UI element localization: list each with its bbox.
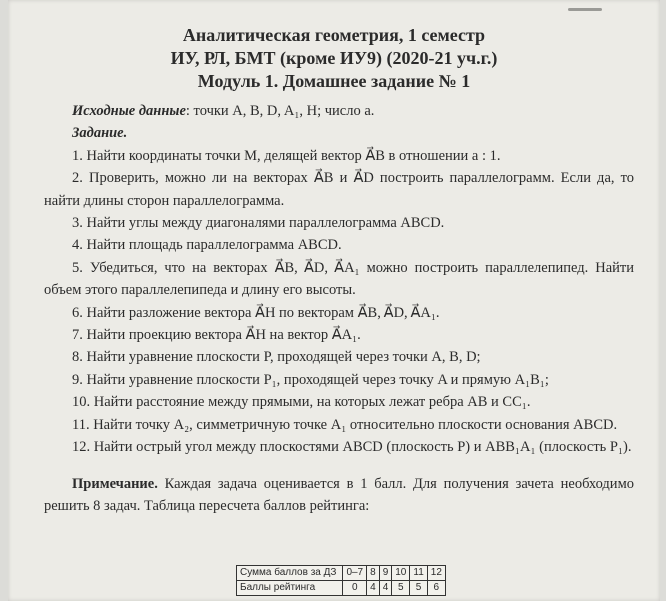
score-table-cell: 12 [427, 566, 445, 581]
task-item-1: 1. Найти координаты точки M, делящей вектор A⃗B в отношении a : 1. [72, 147, 501, 164]
module-title: Модуль 1. Домашнее задание № 1 [197, 71, 471, 91]
task-item-2: 2. Проверить, можно ли на векторах A⃗B и A⃗D построить параллелограмм. Если да, то найти длины сторон параллелограмма. [44, 170, 634, 209]
course-title: Аналитическая геометрия, 1 семестр [182, 25, 486, 45]
task-item-6: 6. Найти разложение вектора A⃗H по векторам A⃗B, A⃗D, A⃗A₁. [72, 304, 440, 321]
task-item-10: 10. Найти расстояние между прямыми, на которых лежат ребра AB и CC₁. [72, 394, 531, 411]
score-table-cell: 0 [343, 581, 367, 596]
task-item-8: 8. Найти уравнение плоскости P, проходящей через точки A, B, D; [72, 349, 481, 366]
score-table-cell: 8 [367, 566, 380, 581]
score-table-cell: 5 [410, 581, 427, 596]
document-body [44, 100, 634, 517]
task-item-11: 11. Найти точку A₂, симметричную точке A₁ относительно плоскости основания ABCD. [72, 416, 618, 433]
score-table-header-cell: Баллы рейтинга [237, 581, 343, 596]
note-paragraph [44, 473, 634, 518]
document-header [8, 24, 660, 93]
task-item-5: 5. Убедиться, что на векторах A⃗B, A⃗D, A⃗A₁ можно построить параллелепипед. Найти объем этого параллелепипеда и длину его высоты. [44, 259, 634, 299]
task-label: Задание. [72, 125, 128, 142]
note-label: Примечание. [72, 475, 158, 492]
score-table-cell: 6 [427, 581, 445, 596]
score-table-cell: 9 [379, 566, 392, 581]
task-item-4: 4. Найти площадь параллелограмма ABCD. [72, 237, 342, 254]
score-table-row [237, 566, 446, 581]
score-table [236, 565, 446, 596]
note-text: Каждая задача оценивается в 1 балл. Для получения зачета необходимо решить 8 задач. Таблица пересчета баллов рейтинга: [44, 475, 634, 514]
score-table-cell: 11 [410, 566, 427, 581]
initial-data-text: : точки A, B, D, A₁, H; число a. [185, 103, 375, 119]
task-item-3: 3. Найти углы между диагоналями параллелограмма ABCD. [72, 215, 445, 232]
task-item-7: 7. Найти проекцию вектора A⃗H на вектор A⃗A₁. [72, 327, 361, 344]
score-table-cell: 4 [379, 581, 392, 596]
initial-data [44, 100, 634, 122]
spacer [44, 459, 634, 473]
course-groups: ИУ, РЛ, БМТ (кроме ИУ9) (2020-21 уч.г.) [170, 48, 498, 68]
score-table-cell: 4 [367, 581, 380, 596]
task-item-12: 12. Найти острый угол между плоскостями ABCD (плоскость P) и ABB₁A₁ (плоскость P₁). [72, 439, 632, 456]
score-table-cell: 5 [392, 581, 410, 596]
score-table-row [237, 581, 446, 596]
score-table-header-cell: Сумма баллов за ДЗ [237, 566, 343, 581]
score-table-cell: 0–7 [343, 566, 367, 581]
initial-data-label: Исходные данные [72, 103, 186, 119]
document-page [8, 0, 660, 601]
task-item-9: 9. Найти уравнение плоскости P₁, проходящей через точку A и прямую A₁B₁; [72, 371, 549, 388]
page-tab-mark [568, 8, 602, 11]
score-table-cell: 10 [392, 566, 410, 581]
